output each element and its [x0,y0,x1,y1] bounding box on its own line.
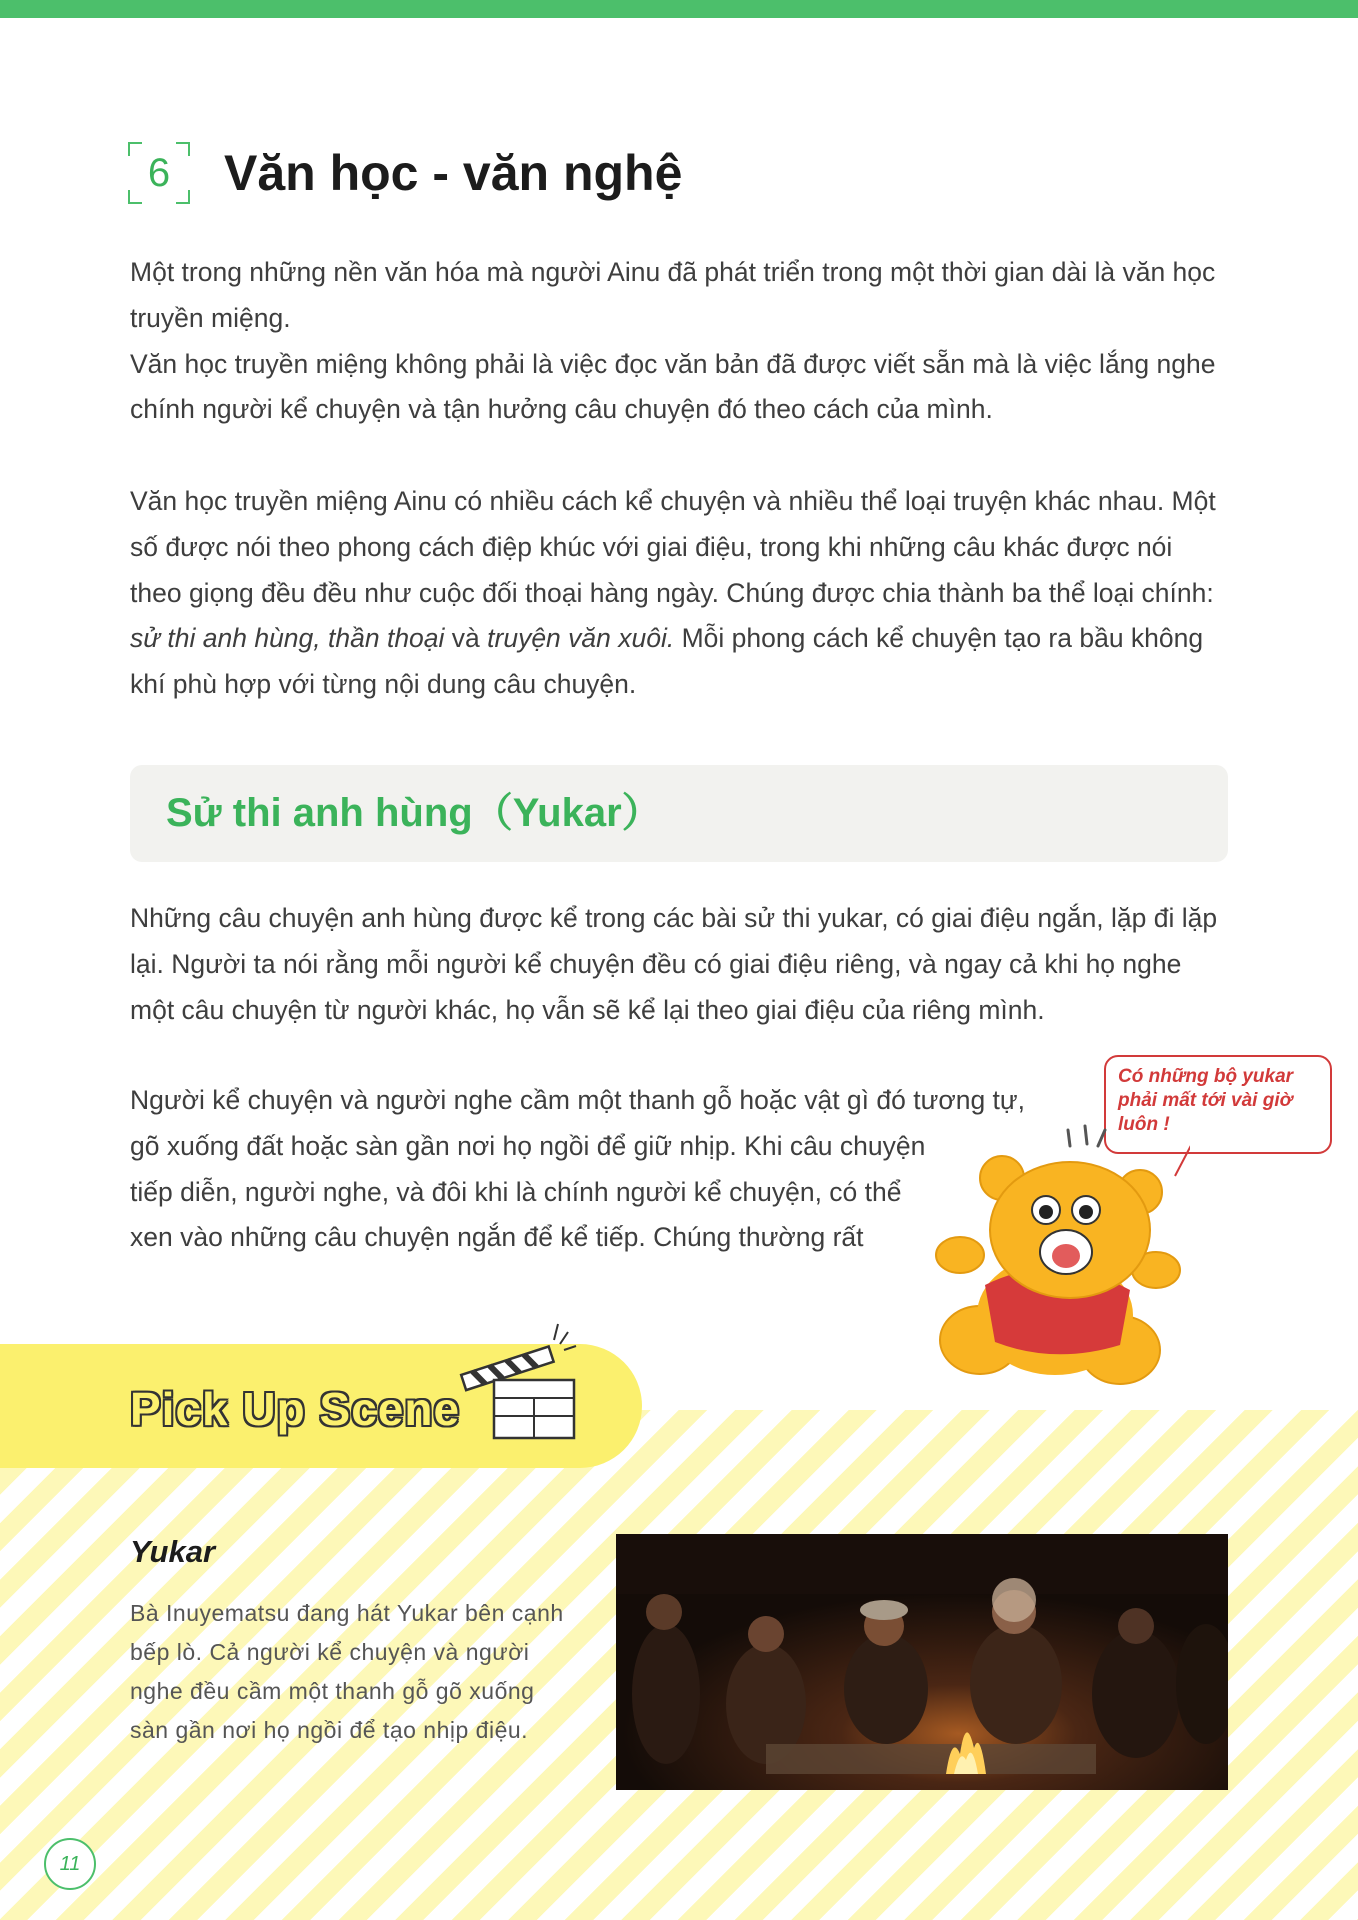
genre-italic-2: truyện văn xuôi. [487,623,675,654]
subheading-box [130,765,1228,862]
intro-text-3: Văn học truyền miệng Ainu có nhiều cách kể chuyện và nhiều thể loại truyện khác nhau. Một số được nói theo phong cách điệp khúc với giai điệu, trong khi những câu khác được nói theo giọng đều đều như cuộc đối thoại hàng ngày. Chúng được chia thành ba thể loại chính: [130,486,1216,608]
intro-paragraph-1 [130,250,1230,433]
intro-paragraph-2 [130,479,1230,708]
genre-italic-1: sử thi anh hùng, thần thoại [130,623,445,654]
section-header [128,140,682,206]
yukar-text-line-1: Người kể chuyện và người nghe cầm một thanh gỗ hoặc vật gì đó tương tự, [130,1085,1026,1115]
section-number: 6 [147,151,171,195]
intro-text-2: Văn học truyền miệng không phải là việc đọc văn bản đã được viết sẵn mà là việc lắng nghe chính người kể chuyện và tận hưởng câu chuyện đó theo cách của mình. [130,348,1216,425]
section-number-box [128,142,190,204]
intro-text-5: Mỗi phong cách kể chuyện tạo ra bầu không khí phù hợp với từng nội dung câu chuyện. [130,623,1204,700]
pickup-item-description: Bà Inuyematsu đang hát Yukar bên cạnh bếp lò. Cả người kể chuyện và người nghe đều cầm một thanh gỗ gõ xuống sàn gần nơi họ ngồi để tạo nhịp điệu. [130,1600,564,1743]
clapperboard-icon [458,1318,578,1448]
bear-mascot-illustration [930,1080,1190,1400]
pickup-title: Pick Up Scene [130,1383,461,1435]
pickup-item-title: Yukar [130,1534,216,1569]
yukar-paragraph-1: Những câu chuyện anh hùng được kể trong các bài sử thi yukar, có giai điệu ngắn, lặp đi lặp lại. Người ta nói rằng mỗi người kể chuyện đều có giai điệu riêng, và ngay cả khi họ nghe một câu chuyện từ người khác, họ vẫn sẽ kể lại theo giai điệu của riêng mình. [130,903,1218,1025]
intro-text-4: và [444,623,488,654]
yukar-text-line-3: tiếp diễn, người nghe, và đôi khi là chính người kể chuyện, có thể [130,1176,902,1207]
top-accent-bar [0,0,1358,18]
section-title: Văn học - văn nghệ [224,145,683,201]
subheading-yukar: Sử thi anh hùng（Yukar） [166,791,662,835]
intro-text-1: Một trong những nền văn hóa mà người Ainu đã phát triển trong một thời gian dài là văn học truyền miệng. [130,257,1216,333]
yukar-text-line-2: gõ xuống đất hoặc sàn gần nơi họ ngồi để giữ nhịp. Khi câu chuyện [130,1130,926,1161]
page-number: 11 [44,1838,96,1890]
yukar-text-line-4: xen vào những câu chuyện ngắn để kể tiếp. Chúng thường rất [130,1222,864,1253]
yukar-scene-photo [616,1534,1228,1790]
speech-bubble-text: Có những bộ yukar phải mất tới vài giờ luôn ! [1118,1066,1294,1135]
